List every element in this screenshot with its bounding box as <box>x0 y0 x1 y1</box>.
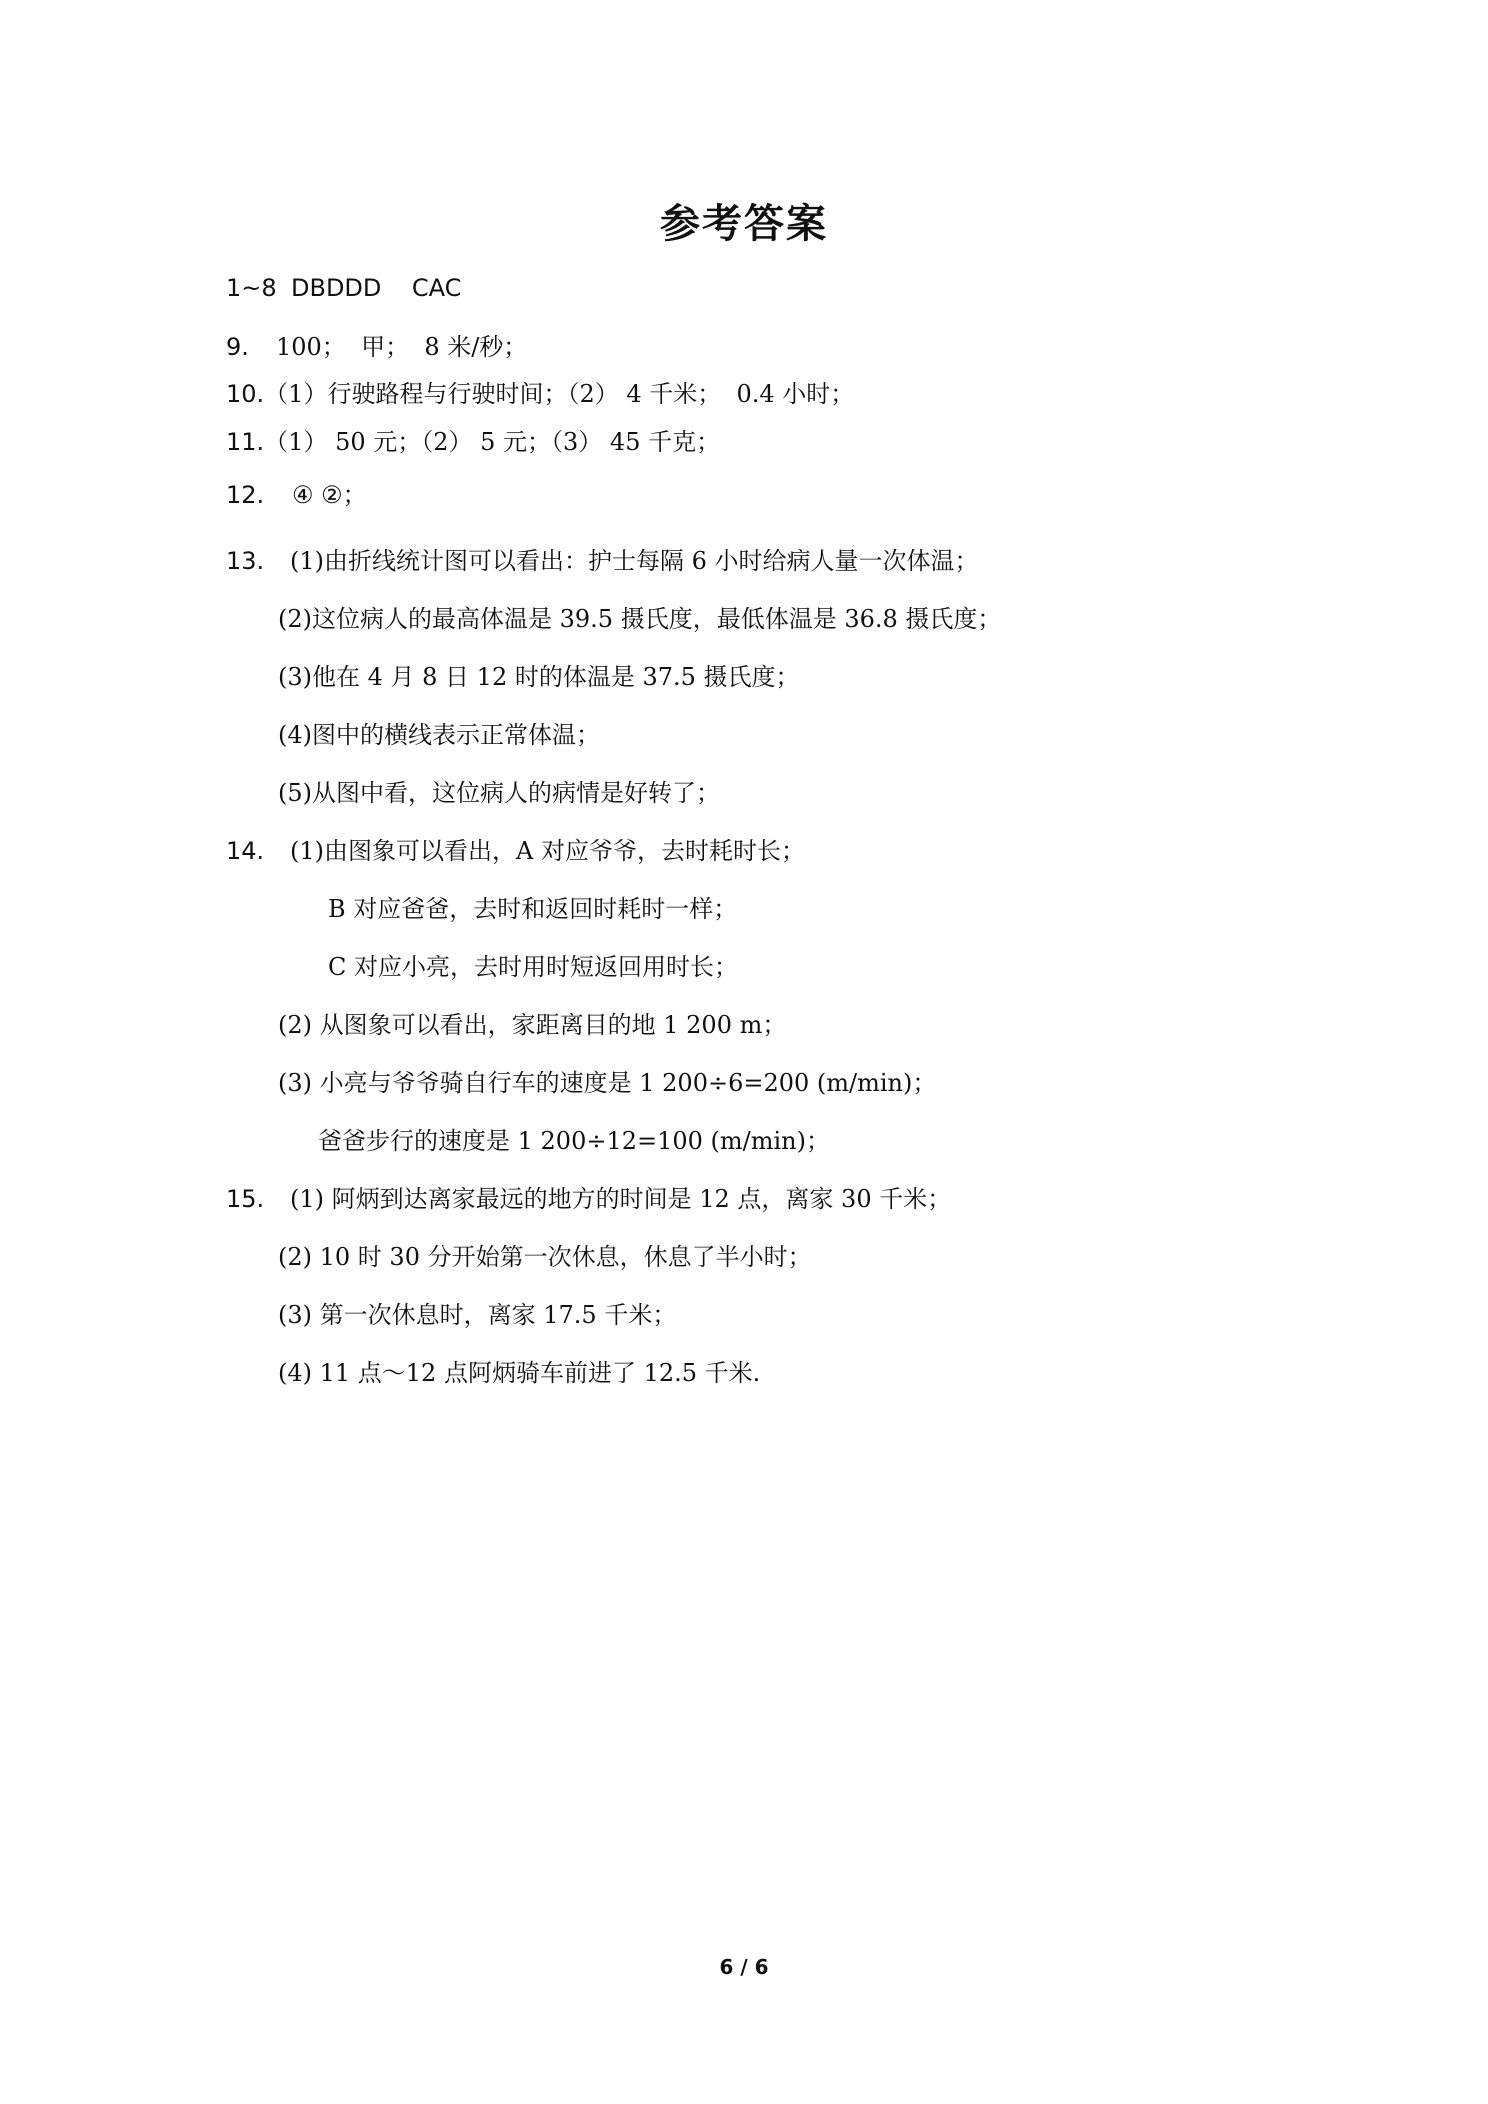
question-number: 11. <box>226 428 265 456</box>
question-number: 12. <box>226 481 265 509</box>
answer-q13-line-2: (2)这位病人的最高体温是 39.5 摄氏度，最低体温是 36.8 摄氏度； <box>278 605 1002 633</box>
answer-q14-line-2: B 对应爸爸，去时和返回时耗时一样； <box>328 895 738 923</box>
answer-text: 100； 甲； 8 米/秒； <box>276 333 528 361</box>
answer-q11 <box>226 426 720 458</box>
answer-q15-line-2: (2) 10 时 30 分开始第一次休息，休息了半小时； <box>278 1243 812 1271</box>
question-number: 1~8 <box>226 274 277 302</box>
answer-q1-8 <box>226 272 461 304</box>
answer-text: DBDDD CAC <box>291 274 462 302</box>
answer-q14-line-6: 爸爸步行的速度是 1 200÷12=100 (m/min)； <box>318 1127 830 1155</box>
answer-q13-number: 13. <box>226 547 265 575</box>
answer-q12 <box>226 479 367 511</box>
answer-q15-line-1: (1) 阿炳到达离家最远的地方的时间是 12 点，离家 30 千米； <box>290 1185 952 1213</box>
answer-q15-line-4: (4) 11 点～12 点阿炳骑车前进了 12.5 千米. <box>278 1359 761 1387</box>
answer-text: ④ ②； <box>292 481 367 509</box>
answer-q14-line-1: (1)由图象可以看出，A 对应爷爷，去时耗时长； <box>290 837 805 865</box>
answer-q13-line-3: (3)他在 4 月 8 日 12 时的体温是 37.5 摄氏度； <box>278 663 800 691</box>
answer-q13-line-4: (4)图中的横线表示正常体温； <box>278 721 600 749</box>
answer-q9 <box>226 331 527 363</box>
answer-text: （1）行驶路程与行驶时间；（2） 4 千米； 0.4 小时； <box>264 380 855 408</box>
answer-q14-number: 14. <box>226 837 265 865</box>
answer-q14-line-4: (2) 从图象可以看出，家距离目的地 1 200 m； <box>278 1011 787 1039</box>
answer-q13-line-5: (5)从图中看，这位病人的病情是好转了； <box>278 779 720 807</box>
answer-q14-line-3: C 对应小亮，去时用时短返回用时长； <box>328 953 738 981</box>
page-number: 6 / 6 <box>719 1955 769 1979</box>
question-number: 9. <box>226 333 249 361</box>
answer-q15-line-3: (3) 第一次休息时，离家 17.5 千米； <box>278 1301 677 1329</box>
question-number: 10. <box>226 380 265 408</box>
answer-q14-line-5: (3) 小亮与爷爷骑自行车的速度是 1 200÷6=200 (m/min)； <box>278 1069 937 1097</box>
answer-text: （1） 50 元；（2） 5 元；（3） 45 千克； <box>264 428 721 456</box>
answer-q10 <box>226 378 854 410</box>
answer-q13-line-1: (1)由折线统计图可以看出：护士每隔 6 小时给病人量一次体温； <box>290 547 979 575</box>
page-title: 参考答案 <box>660 200 828 247</box>
answer-q15-number: 15. <box>226 1185 265 1213</box>
